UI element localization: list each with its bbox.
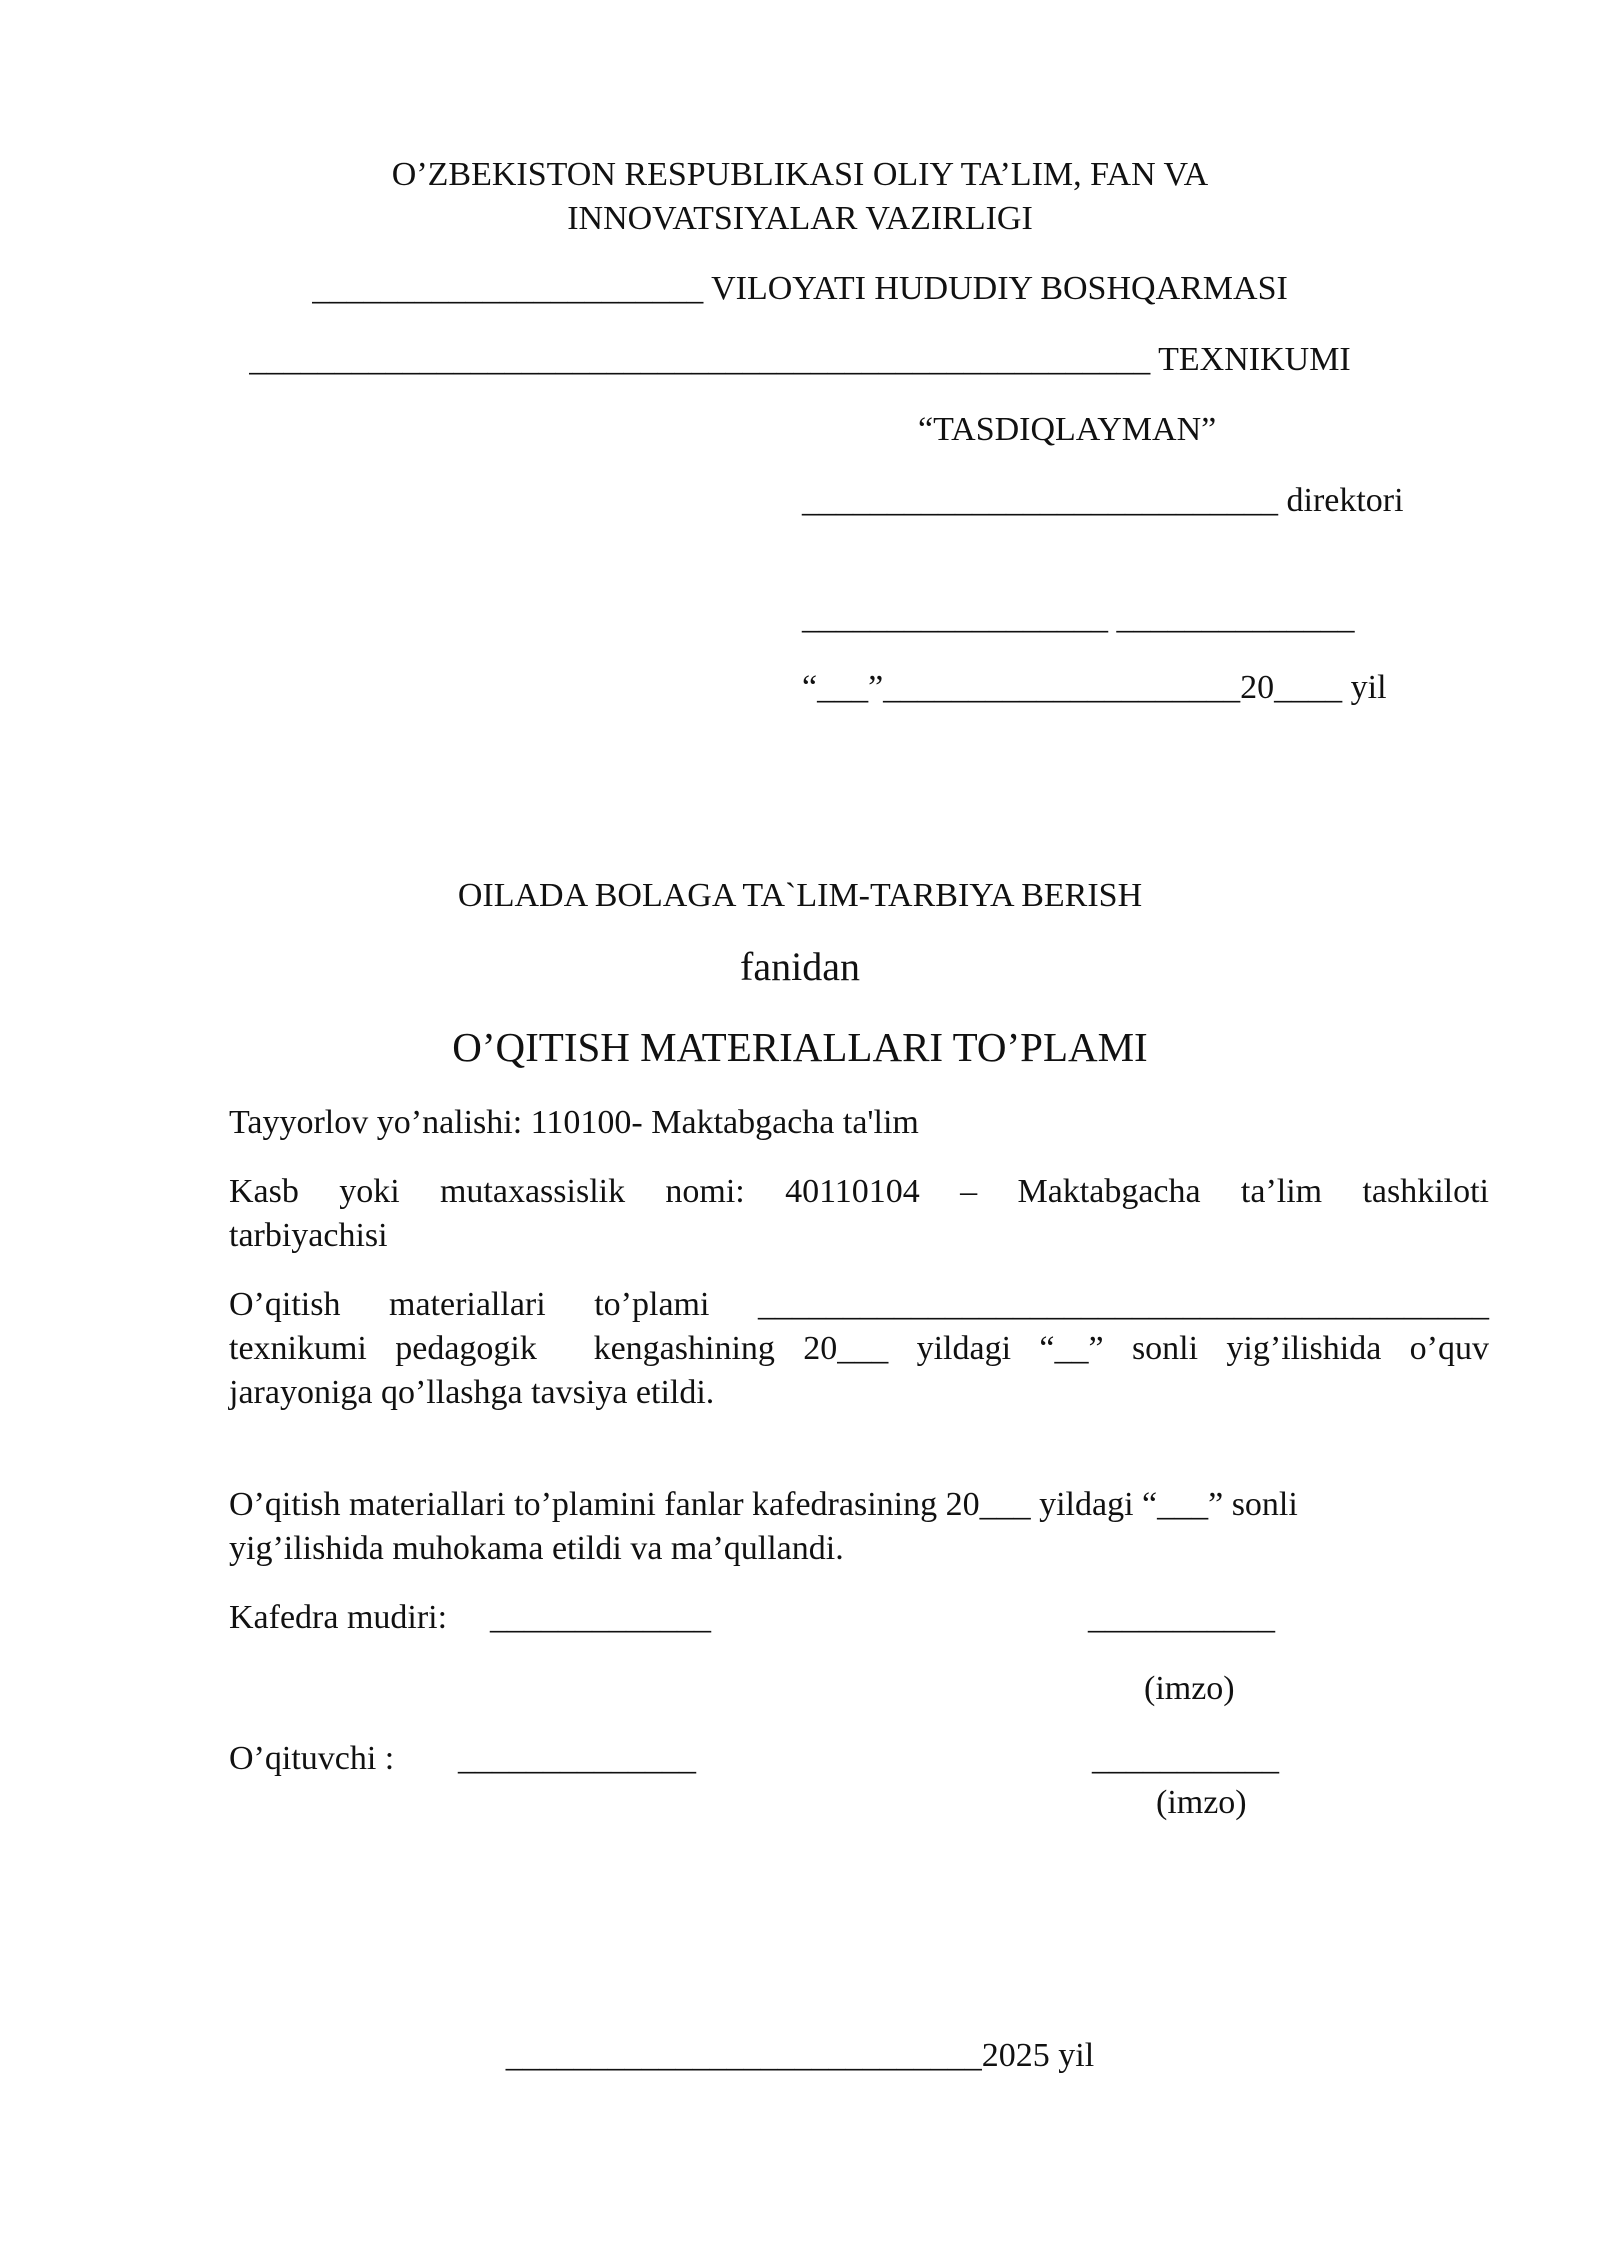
document-main-title: O’QITISH MATERIALLARI TO’PLAMI <box>452 1024 1148 1070</box>
council-line2: texnikumi pedagogik kengashining 20___ yildagi “__” sonli yig’ilishida o’quv <box>229 1330 1489 1367</box>
teacher-signature-blank: ___________ <box>1092 1740 1279 1777</box>
ministry-title-line2: INNOVATSIYALAR VAZIRLIGI <box>567 200 1033 237</box>
training-direction: Tayyorlov yo’nalishi: 110100- Maktabgacha ta'lim <box>229 1104 919 1141</box>
fanidan-label: fanidan <box>740 944 860 989</box>
head-of-department-signature-blank: ___________ <box>1088 1599 1275 1636</box>
department-paragraph <box>229 1483 1489 1571</box>
teacher-signature-caption: (imzo) <box>1156 1784 1247 1821</box>
head-of-department-name-blank: _____________ <box>490 1599 711 1636</box>
council-line1: O’qitish materiallari to’plami ___________________________________________ <box>229 1286 1489 1323</box>
director-signature-line: __________________ ______________ <box>802 599 1355 636</box>
department-line1: O’qitish materiallari to’plamini fanlar kafedrasining 20___ yildagi “___” sonli <box>229 1486 1298 1523</box>
approval-date-line: “___”_____________________20____ yil <box>802 669 1387 706</box>
specialty-line1: Kasb yoki mutaxassislik nomi: 40110104 – Maktabgacha ta’lim tashkiloti <box>229 1173 1489 1210</box>
approval-stamp: “TASDIQLAYMAN” <box>918 411 1217 448</box>
ministry-title-line1: O’ZBEKISTON RESPUBLIKASI OLIY TA’LIM, FAN VA <box>391 156 1209 193</box>
department-line2: yig’ilishida muhokama etildi va ma’qullandi. <box>229 1530 844 1567</box>
footer-year-line: ____________________________2025 yil <box>505 2037 1095 2074</box>
teacher-name-blank: ______________ <box>458 1740 696 1777</box>
teacher-label: O’qituvchi : <box>229 1740 395 1777</box>
head-of-department-label: Kafedra mudiri: <box>229 1599 448 1636</box>
council-paragraph <box>229 1283 1489 1415</box>
subject-title: OILADA BOLAGA TA`LIM-TARBIYA BERISH <box>457 877 1143 914</box>
director-line: ____________________________ direktori <box>802 482 1404 519</box>
college-name-line: _____________________________________________________ TEXNIKUMI <box>249 341 1351 378</box>
region-administration-line: _______________________ VILOYATI HUDUDIY BOSHQARMASI <box>312 270 1288 307</box>
specialty-paragraph <box>229 1170 1489 1258</box>
specialty-line2: tarbiyachisi <box>229 1217 388 1254</box>
head-of-department-signature-caption: (imzo) <box>1144 1670 1235 1707</box>
council-line3: jarayoniga qo’llashga tavsiya etildi. <box>229 1374 715 1411</box>
